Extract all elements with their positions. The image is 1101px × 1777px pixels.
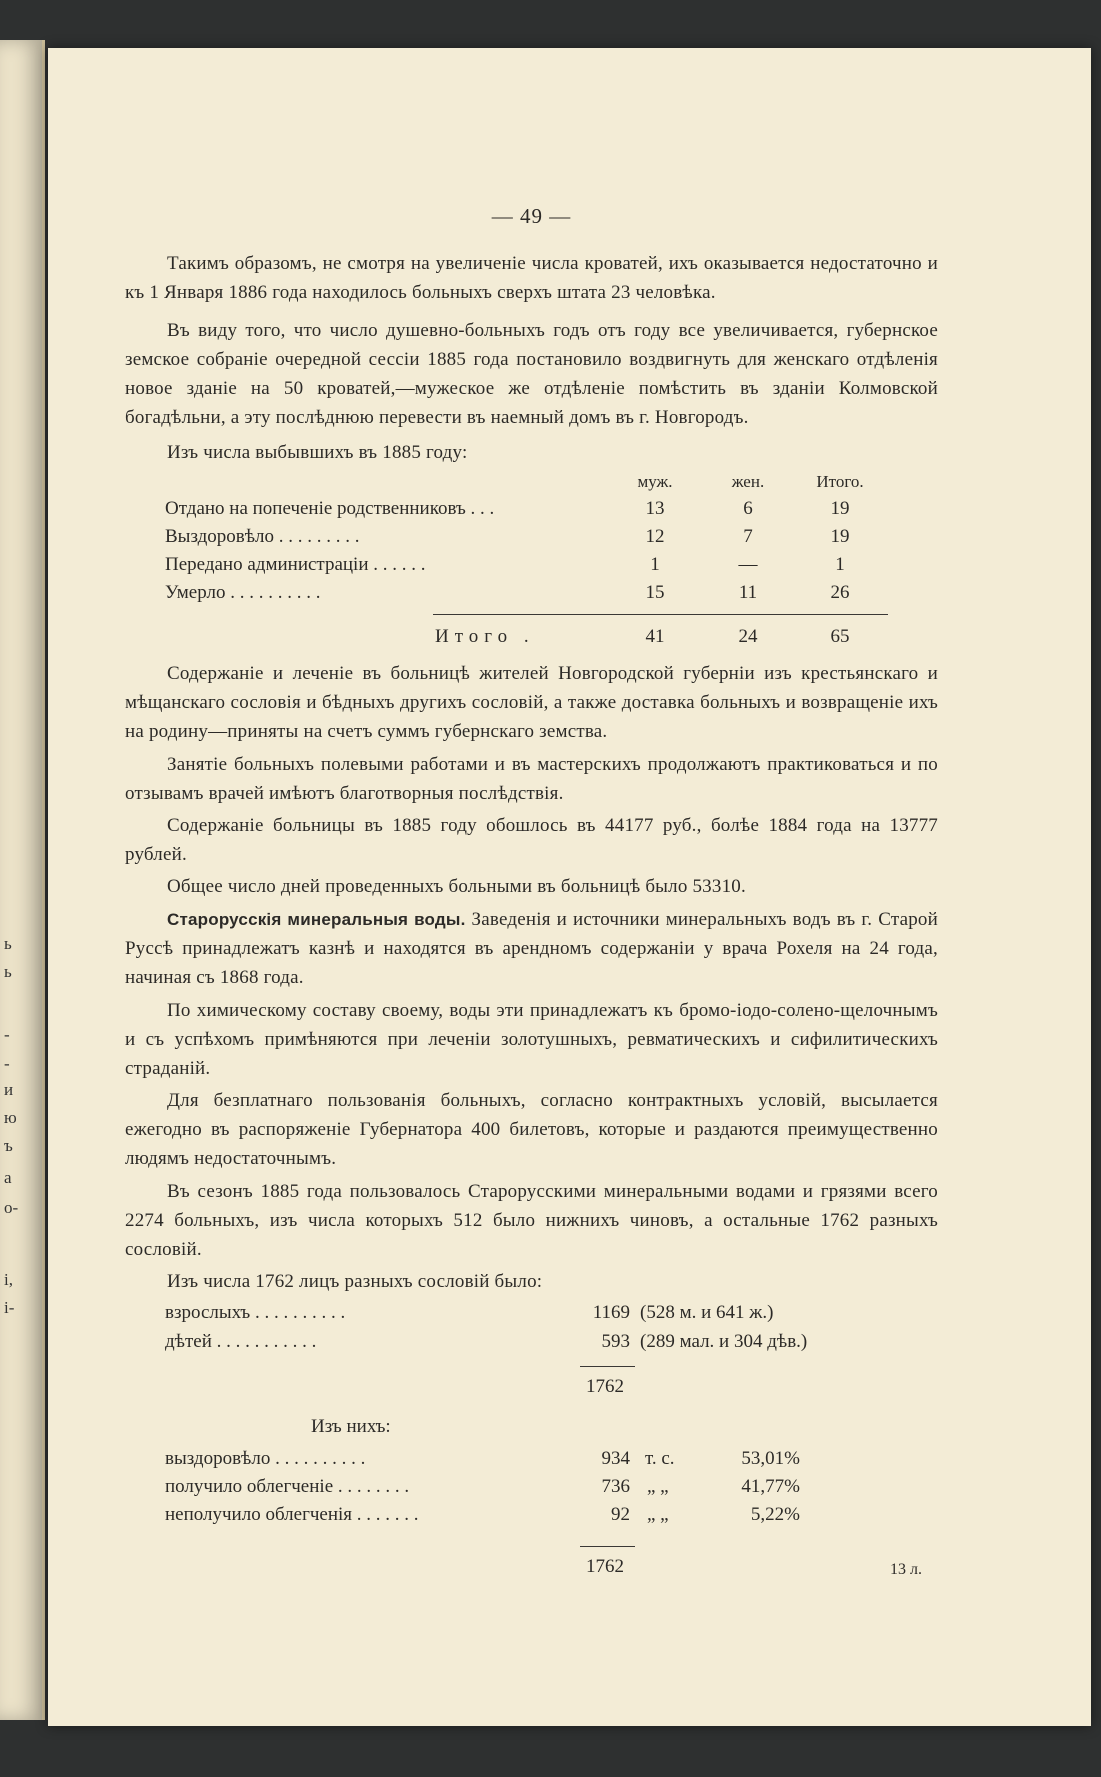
female-cell: 11 — [738, 582, 758, 603]
row-label: выздоровѣло . . . . . . . . . . — [165, 1448, 366, 1469]
percent-cell: 41,77% — [741, 1476, 800, 1497]
table-row — [125, 1476, 938, 1504]
row-label: получило облегченіе . . . . . . . . — [165, 1476, 410, 1497]
value-cell: 736 — [601, 1476, 630, 1497]
margin-fragment: а — [4, 1168, 12, 1187]
page-number: — 49 — — [491, 204, 572, 228]
total-cell: 1 — [835, 554, 845, 575]
table-total-row — [125, 626, 938, 654]
note-cell: (289 мал. и 304 дѣв.) — [640, 1331, 808, 1352]
total-cell: 19 — [830, 498, 850, 519]
paragraph: По химическому составу своему, воды эти принадлежатъ къ бромо-іодо-солено-щелочнымъ и съ успѣхомъ примѣняются при леченіи золотушныхъ, ревматическихъ и сифилитическихъ страданій. — [125, 1000, 938, 1079]
paragraph: Въ виду того, что число душевно-больныхъ годъ отъ году все увеличивается, губернское земское собраніе очередной сессіи 1885 года постановило воздвигнуть для женскаго отдѣленія новое зданіе на 50 кроватей,—мужеское же отдѣленіе помѣстить въ зданіи Колмовской богадѣльни, а эту послѣднюю перевести въ наемный домъ въ г. Новгородъ. — [125, 320, 938, 428]
margin-fragment: - — [4, 1054, 10, 1073]
row-label: Умерло . . . . . . . . . . — [165, 582, 321, 603]
margin-fragment: и — [4, 1080, 14, 1099]
signature-mark: 13 л. — [890, 1561, 922, 1578]
margin-fragment: - — [4, 1025, 10, 1044]
ts-cell: „ „ — [647, 1476, 669, 1497]
persons-total: 1762 — [586, 1376, 624, 1397]
col-header-female: жен. — [731, 472, 765, 491]
paragraph: Содержаніе больницы въ 1885 году обошлось въ 44177 руб., болѣе 1884 года на 13777 рублей. — [125, 815, 938, 865]
grand-total: 65 — [830, 626, 850, 647]
row-label: Выздоровѣло . . . . . . . . . — [165, 526, 360, 547]
value-cell: 1169 — [592, 1302, 630, 1323]
table-row — [125, 1504, 938, 1532]
col-header-male: муж. — [637, 472, 673, 491]
total-rule — [580, 1366, 635, 1367]
value-cell: 92 — [611, 1504, 630, 1525]
male-cell: 12 — [645, 526, 665, 547]
percent-cell: 5,22% — [750, 1504, 800, 1525]
table-row — [125, 582, 938, 610]
male-cell: 1 — [650, 554, 660, 575]
percent-cell: 53,01% — [741, 1448, 800, 1469]
margin-fragment: ь — [4, 962, 12, 981]
paragraph: Занятіе больныхъ полевыми работами и въ мастерскихъ продолжаютъ практиковаться и по отзывамъ врачей имѣютъ благотворныя послѣдствія. — [125, 754, 938, 804]
total-rule — [433, 614, 888, 615]
paragraph: Для безплатнаго пользованія больныхъ, согласно контрактныхъ условій, высылается ежегодно въ распоряженіе Губернатора 400 билетовъ, которые и раздаются преимущественно людямъ недостаточнымъ. — [125, 1090, 938, 1169]
total-cell: 19 — [830, 526, 850, 547]
total-rule — [580, 1546, 635, 1547]
value-cell: 593 — [601, 1331, 630, 1352]
male-cell: 15 — [645, 582, 665, 603]
ts-cell: „ „ — [647, 1504, 669, 1525]
left-page-edge — [0, 40, 45, 1720]
table-total-row — [125, 1556, 938, 1584]
paragraph: Въ сезонъ 1885 года пользовалось Старорусскими минеральными водами и грязями всего 2274 больныхъ, изъ числа которыхъ 512 было нижнихъ чиновъ, а остальные 1762 разныхъ сословій. — [125, 1181, 938, 1260]
table-row — [125, 1448, 938, 1476]
female-total: 24 — [738, 626, 758, 647]
table-total-row — [125, 1376, 938, 1404]
paragraph: Общее число дней проведенныхъ больными въ больницѣ было 53310. — [167, 876, 746, 897]
paragraph: Изъ числа выбывшихъ въ 1885 году: — [167, 442, 468, 463]
row-label: Отдано на попеченіе родственниковъ . . . — [165, 498, 495, 519]
female-cell: — — [738, 554, 758, 575]
document-page — [48, 48, 1091, 1726]
row-label: неполучило облегченія . . . . . . . — [165, 1504, 419, 1525]
paragraph: Изъ числа 1762 лицъ разныхъ сословій было: — [167, 1271, 543, 1292]
total-cell: 26 — [830, 582, 850, 603]
male-cell: 13 — [645, 498, 665, 519]
row-label: взрослыхъ . . . . . . . . . . — [165, 1302, 346, 1323]
table-row — [125, 526, 938, 554]
outcomes-title: Изъ нихъ: — [311, 1416, 391, 1437]
mineral-waters-paragraph — [125, 905, 938, 992]
table-row — [125, 498, 938, 526]
total-label: Итого . — [435, 626, 535, 647]
paragraph: Содержаніе и леченіе въ больницѣ жителей Новгородской губерніи изъ крестьянскаго и мѣщанскаго сословія и бѣдныхъ другихъ сословій, а также доставка больныхъ и возвращеніе ихъ на родину—приняты на счетъ суммъ губернскаго земства. — [125, 663, 938, 742]
value-cell: 934 — [601, 1448, 630, 1469]
col-header-total: Итого. — [816, 472, 864, 491]
mineral-waters-text: Заведенія и источники минеральныхъ водъ въ г. Старой Руссѣ принадлежатъ казнѣ и находятся въ арендномъ содержаніи у врача Рохеля на 24 года, начиная съ 1868 года. — [125, 909, 938, 988]
outcomes-total: 1762 — [586, 1556, 624, 1577]
row-label: Передано администраціи . . . . . . — [165, 554, 426, 575]
female-cell: 7 — [743, 526, 753, 547]
table-row — [125, 1302, 938, 1330]
mineral-waters-heading: Старорусскія минеральныя воды. — [167, 910, 466, 929]
female-cell: 6 — [743, 498, 753, 519]
margin-fragment: і- — [4, 1298, 15, 1317]
row-label: дѣтей . . . . . . . . . . . — [165, 1331, 317, 1352]
margin-fragment: ъ — [4, 1136, 13, 1155]
note-cell: (528 м. и 641 ж.) — [640, 1302, 774, 1323]
table-row — [125, 1331, 938, 1359]
margin-fragment: о- — [4, 1198, 19, 1217]
male-total: 41 — [645, 626, 665, 647]
margin-fragment: ь — [4, 934, 12, 953]
table-header — [125, 472, 938, 500]
margin-fragment: і, — [4, 1270, 13, 1289]
table-row — [125, 554, 938, 582]
margin-fragment: ю — [4, 1108, 17, 1127]
ts-cell: т. с. — [645, 1448, 675, 1469]
paragraph: Такимъ образомъ, не смотря на увеличеніе числа кроватей, ихъ оказывается недостаточно и къ 1 Января 1886 года находилось больныхъ сверхъ штата 23 человѣка. — [125, 253, 938, 303]
